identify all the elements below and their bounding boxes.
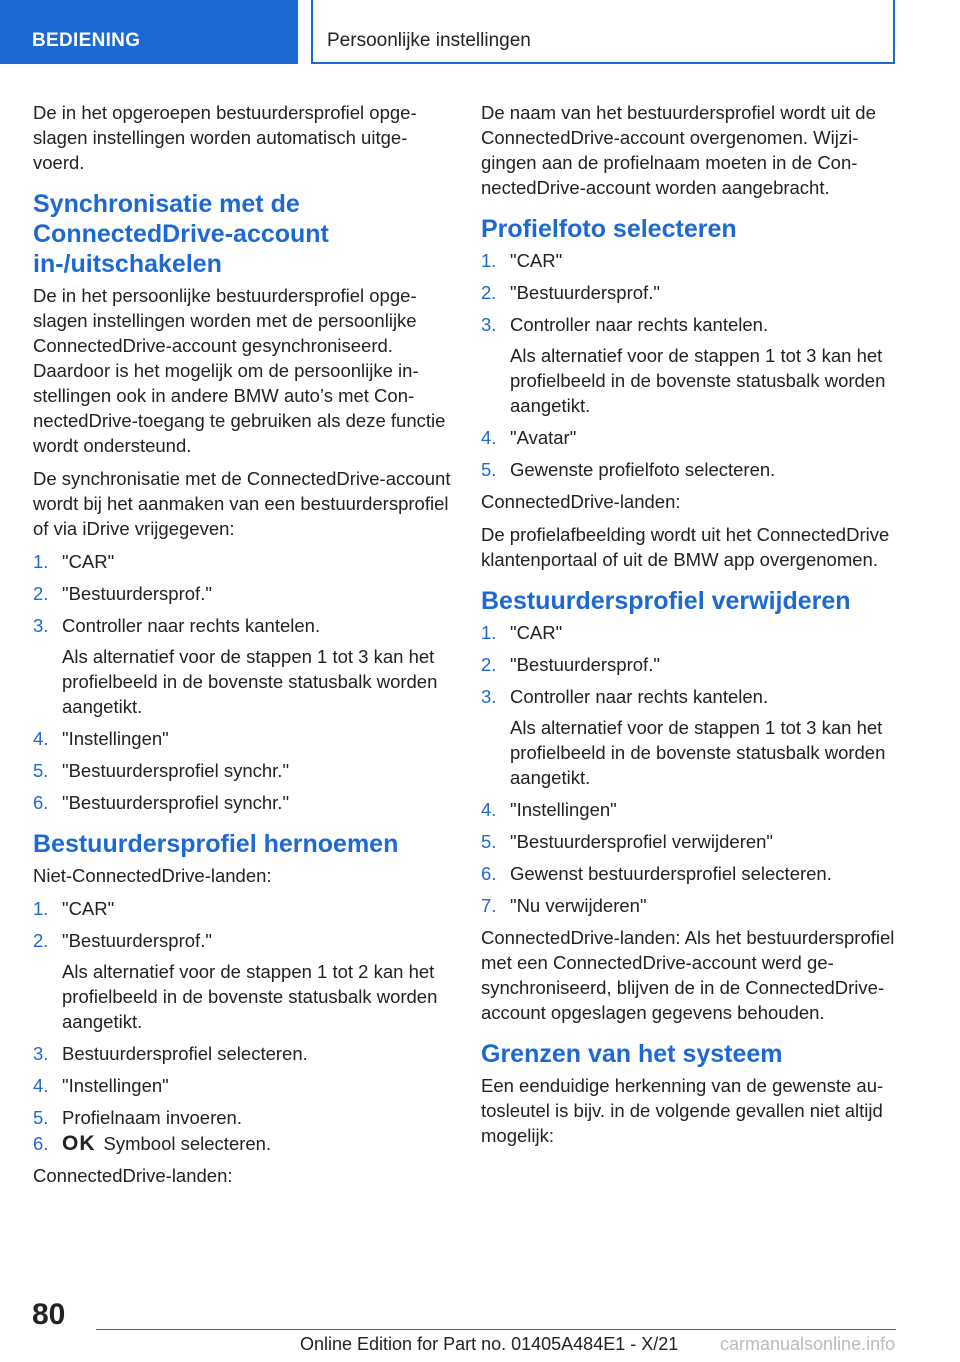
list-item [33,549,451,574]
ok-symbol-icon: OK [62,1132,96,1155]
list-item [33,1041,451,1066]
photo-steps-list [481,248,897,482]
step-text: "CAR" [510,622,563,643]
step-number: 7. [481,895,497,916]
step-text: "Instellingen" [62,1075,169,1096]
section-title: Persoonlijke instellingen [311,0,895,64]
step-note: Als alternatief voor de stappen 1 tot 3 kan het profielbeeld in de bovenste statusbalk worden aangetikt. [510,717,886,788]
step-note: Als alternatief voor de stappen 1 tot 3 kan het profielbeeld in de bovenste statusbalk worden aangetikt. [62,646,438,717]
limits-paragraph: Een eenduidige herkenning van de gewenste autosleutel is bijv. in de volgende gevallen niet altijd mogelijk: [481,1075,884,1146]
step-text: "Instellingen" [510,799,617,820]
step-text: "CAR" [62,551,115,572]
list-item [33,790,451,815]
list-item [481,893,897,918]
step-text: "Bestuurdersprofiel verwijderen" [510,831,774,852]
step-number: 4. [481,427,497,448]
list-item [481,425,897,450]
list-item [481,620,897,645]
step-text: "Nu verwijderen" [510,895,647,916]
delete-steps-list [481,620,897,918]
step-number: 3. [481,314,497,335]
step-note: Als alternatief voor de stappen 1 tot 2 kan het profielbeeld in de bovenste statusbalk worden aangetikt. [62,961,438,1032]
sync-paragraph-1: De in het persoonlijke bestuurdersprofiel opgeslagen instellingen worden met de persoonlijke ConnectedDrive-account gesynchroniseerd. Daardoor is het mogelijk om de persoonlijke instellingen ook in andere BMW auto’s met ConnectedDrive-toegang te gebruiken als deze functie wordt ondersteund. [33,285,446,456]
step-text: "Bestuurdersprofiel synchr." [62,792,290,813]
step-number: 6. [481,863,497,884]
footer-divider [96,1329,896,1330]
step-number: 4. [33,728,49,749]
right-column [481,100,897,1156]
step-number: 2. [481,282,497,303]
rename-step-6-list [33,1131,451,1156]
list-item [33,1131,451,1156]
list-item [33,581,451,606]
step-number: 2. [33,583,49,604]
step-text: "Bestuurdersprof." [510,654,660,675]
step-number: 2. [481,654,497,675]
step-text: Bestuurdersprofiel selecteren. [62,1043,308,1064]
step-number: 1. [33,898,49,919]
step-note: Als alternatief voor de stappen 1 tot 3 kan het profielbeeld in de bovenste statusbalk worden aangetikt. [510,345,886,416]
step-text: "Instellingen" [62,728,169,749]
step-text: "CAR" [62,898,115,919]
step-number: 3. [481,686,497,707]
photo-paragraph-1: ConnectedDrive-landen: [481,491,681,512]
list-item [481,248,897,273]
list-item [481,684,897,790]
step-number: 4. [481,799,497,820]
list-item [481,652,897,677]
footer-watermark: carmanualsonline.info [720,1334,896,1354]
step-number: 3. [33,1043,49,1064]
heading-system-limits: Grenzen van het systeem [481,1040,783,1068]
page-number: 80 [32,1298,66,1331]
step-text: Profielnaam invoeren. [62,1107,242,1128]
step-text: "Bestuurdersprof." [62,930,212,951]
list-item [33,758,451,783]
list-item [33,613,451,719]
step-text: "Bestuurdersprof." [62,583,212,604]
step-number: 6. [33,1133,49,1154]
step-text: Symbool selecteren. [103,1133,272,1154]
delete-paragraph: ConnectedDrive-landen: Als het bestuurdersprofiel met een ConnectedDrive-account werd gesynchroniseerd, blijven de in de ConnectedDrive-account opgeslagen gegevens behouden. [481,927,895,1023]
step-number: 5. [33,760,49,781]
step-text: Gewenst bestuurdersprofiel selecteren. [510,863,832,884]
heading-rename: Bestuurdersprofiel hernoemen [33,830,399,858]
sync-paragraph-2: De synchronisatie met de ConnectedDrive-account wordt bij het aanmaken van een bestuurdersprofiel of via iDrive vrijgegeven: [33,468,451,539]
list-item [481,797,897,822]
rename-intro: Niet-ConnectedDrive-landen: [33,865,272,886]
left-column [33,100,451,1196]
right-intro-paragraph: De naam van het bestuurdersprofiel wordt uit de ConnectedDrive-account overgenomen. Wijzigingen aan de profielnaam moeten in de ConnectedDrive-account worden aangebracht. [481,102,876,198]
list-item [481,457,897,482]
list-item [33,1073,451,1098]
heading-sync: Synchronisatie met de ConnectedDrive-account in-/uitschakelen [33,190,329,278]
list-item [481,312,897,418]
step-number: 4. [33,1075,49,1096]
step-number: 1. [33,551,49,572]
heading-delete: Bestuurdersprofiel verwijderen [481,587,851,615]
sync-steps-list [33,549,451,815]
step-text: Controller naar rechts kantelen. [510,314,769,335]
intro-paragraph: De in het opgeroepen bestuurdersprofiel opgeslagen instellingen worden automatisch uitgevoerd. [33,102,417,173]
step-number: 6. [33,792,49,813]
step-number: 3. [33,615,49,636]
step-text: "CAR" [510,250,563,271]
step-number: 1. [481,622,497,643]
step-number: 5. [33,1107,49,1128]
step-text: "Avatar" [510,427,577,448]
footer-edition: Online Edition for Part no. 01405A484E1 - X/21 [300,1334,679,1354]
step-text: Controller naar rechts kantelen. [62,615,321,636]
rename-outro: ConnectedDrive-landen: [33,1165,233,1186]
list-item [33,928,451,1034]
heading-profile-photo: Profielfoto selecteren [481,215,737,243]
step-number: 5. [481,459,497,480]
list-item [33,726,451,751]
rename-steps-list [33,896,451,1130]
list-item [33,896,451,921]
step-number: 5. [481,831,497,852]
step-text: "Bestuurdersprofiel synchr." [62,760,290,781]
step-text: "Bestuurdersprof." [510,282,660,303]
list-item [33,1105,451,1130]
photo-paragraph-2: De profielafbeelding wordt uit het ConnectedDrive klantenportaal of uit de BMW app overgenomen. [481,524,890,570]
chapter-tab: BEDIENING [0,0,298,64]
list-item [481,280,897,305]
list-item [481,829,897,854]
step-number: 1. [481,250,497,271]
step-number: 2. [33,930,49,951]
step-text: Gewenste profielfoto selecteren. [510,459,776,480]
step-text: Controller naar rechts kantelen. [510,686,769,707]
list-item [481,861,897,886]
